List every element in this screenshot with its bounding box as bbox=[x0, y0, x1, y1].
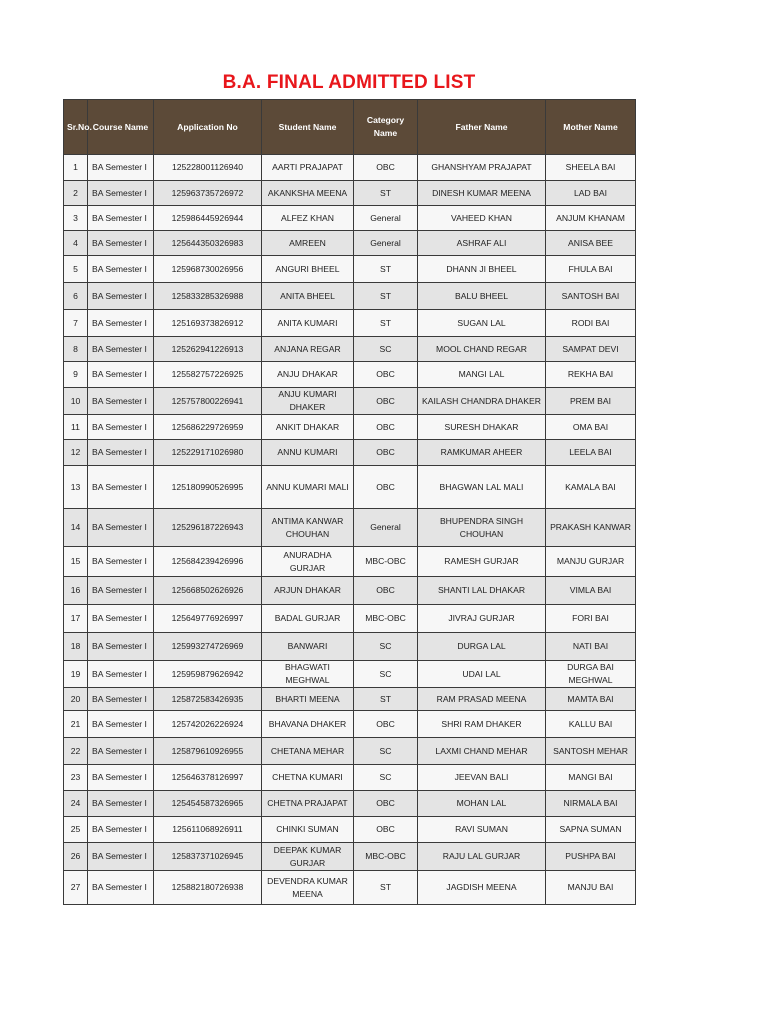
student-name-cell: CHETNA KUMARI bbox=[262, 765, 354, 791]
student-name-cell: AMREEN bbox=[262, 231, 354, 256]
student-name-cell: ANURADHA GURJAR bbox=[262, 547, 354, 577]
mother-name-cell: DURGA BAI MEGHWAL bbox=[546, 661, 636, 688]
application-no-cell: 125959879626942 bbox=[154, 661, 262, 688]
sr-no-cell: 27 bbox=[64, 871, 88, 905]
father-name-cell: RAJU LAL GURJAR bbox=[418, 843, 546, 871]
table-row bbox=[64, 711, 636, 738]
admitted-list-table bbox=[63, 99, 636, 905]
sr-no-cell: 24 bbox=[64, 791, 88, 817]
table-row bbox=[64, 661, 636, 688]
application-no-cell: 125684239426996 bbox=[154, 547, 262, 577]
category-cell: SC bbox=[354, 337, 418, 362]
mother-name-cell: PUSHPA BAI bbox=[546, 843, 636, 871]
student-name-cell: ANJU DHAKAR bbox=[262, 362, 354, 388]
mother-name-cell: PRAKASH KANWAR bbox=[546, 509, 636, 547]
father-name-cell: ASHRAF ALI bbox=[418, 231, 546, 256]
application-no-cell: 125668502626926 bbox=[154, 577, 262, 605]
sr-no-cell: 16 bbox=[64, 577, 88, 605]
father-name-cell: SHANTI LAL DHAKAR bbox=[418, 577, 546, 605]
application-no-cell: 125611068926911 bbox=[154, 817, 262, 843]
mother-name-cell: SANTOSH BAI bbox=[546, 283, 636, 310]
category-cell: ST bbox=[354, 310, 418, 337]
sr-no-cell: 3 bbox=[64, 206, 88, 231]
application-no-cell: 125993274726969 bbox=[154, 633, 262, 661]
father-name-cell: JIVRAJ GURJAR bbox=[418, 605, 546, 633]
application-no-cell: 125837371026945 bbox=[154, 843, 262, 871]
course-name-cell: BA Semester I bbox=[88, 310, 154, 337]
student-name-cell: BADAL GURJAR bbox=[262, 605, 354, 633]
father-name-cell: JAGDISH MEENA bbox=[418, 871, 546, 905]
table-row bbox=[64, 605, 636, 633]
category-cell: SC bbox=[354, 738, 418, 765]
father-name-cell: SHRI RAM DHAKER bbox=[418, 711, 546, 738]
father-name-cell: BALU BHEEL bbox=[418, 283, 546, 310]
application-no-cell: 125646378126997 bbox=[154, 765, 262, 791]
course-name-cell: BA Semester I bbox=[88, 509, 154, 547]
mother-name-cell: SAPNA SUMAN bbox=[546, 817, 636, 843]
category-cell: OBC bbox=[354, 415, 418, 440]
mother-name-cell: KAMALA BAI bbox=[546, 466, 636, 509]
father-name-cell: RAM PRASAD MEENA bbox=[418, 688, 546, 711]
application-no-cell: 125644350326983 bbox=[154, 231, 262, 256]
student-name-cell: ANITA BHEEL bbox=[262, 283, 354, 310]
course-name-cell: BA Semester I bbox=[88, 765, 154, 791]
table-row bbox=[64, 362, 636, 388]
mother-name-cell: MANJU GURJAR bbox=[546, 547, 636, 577]
father-name-cell: RAVI SUMAN bbox=[418, 817, 546, 843]
category-cell: ST bbox=[354, 688, 418, 711]
application-no-cell: 125872583426935 bbox=[154, 688, 262, 711]
table-row bbox=[64, 206, 636, 231]
sr-no-cell: 26 bbox=[64, 843, 88, 871]
sr-no-cell: 15 bbox=[64, 547, 88, 577]
table-row bbox=[64, 509, 636, 547]
student-name-cell: BHAGWATI MEGHWAL bbox=[262, 661, 354, 688]
mother-name-cell: PREM BAI bbox=[546, 388, 636, 415]
student-name-cell: ANNU KUMARI bbox=[262, 440, 354, 466]
student-name-cell: ANJU KUMARI DHAKER bbox=[262, 388, 354, 415]
table-row bbox=[64, 633, 636, 661]
course-name-cell: BA Semester I bbox=[88, 577, 154, 605]
course-name-cell: BA Semester I bbox=[88, 206, 154, 231]
page-title: B.A. FINAL ADMITTED LIST bbox=[222, 72, 476, 93]
category-cell: MBC-OBC bbox=[354, 843, 418, 871]
table-row bbox=[64, 871, 636, 905]
table-body bbox=[64, 155, 636, 905]
application-no-cell: 125757800226941 bbox=[154, 388, 262, 415]
sr-no-cell: 22 bbox=[64, 738, 88, 765]
table-header-row bbox=[64, 100, 636, 155]
application-no-cell: 125686229726959 bbox=[154, 415, 262, 440]
father-name-cell: DURGA LAL bbox=[418, 633, 546, 661]
student-name-cell: ALFEZ KHAN bbox=[262, 206, 354, 231]
application-no-cell: 125180990526995 bbox=[154, 466, 262, 509]
course-name-cell: BA Semester I bbox=[88, 337, 154, 362]
table-row bbox=[64, 791, 636, 817]
student-name-cell: ANTIMA KANWAR CHOUHAN bbox=[262, 509, 354, 547]
category-cell: OBC bbox=[354, 711, 418, 738]
student-name-cell: ANKIT DHAKAR bbox=[262, 415, 354, 440]
student-name-cell: BANWARI bbox=[262, 633, 354, 661]
sr-no-cell: 21 bbox=[64, 711, 88, 738]
mother-name-cell: SHEELA BAI bbox=[546, 155, 636, 181]
student-name-cell: ARJUN DHAKAR bbox=[262, 577, 354, 605]
table-row bbox=[64, 466, 636, 509]
sr-no-cell: 1 bbox=[64, 155, 88, 181]
father-name-cell: UDAI LAL bbox=[418, 661, 546, 688]
course-name-cell: BA Semester I bbox=[88, 155, 154, 181]
mother-name-cell: FORI BAI bbox=[546, 605, 636, 633]
category-cell: OBC bbox=[354, 466, 418, 509]
sr-no-cell: 17 bbox=[64, 605, 88, 633]
table-row bbox=[64, 310, 636, 337]
application-no-cell: 125882180726938 bbox=[154, 871, 262, 905]
category-cell: ST bbox=[354, 283, 418, 310]
application-no-cell: 125229171026980 bbox=[154, 440, 262, 466]
mother-name-cell: MANJU BAI bbox=[546, 871, 636, 905]
table-row bbox=[64, 388, 636, 415]
category-cell: SC bbox=[354, 765, 418, 791]
sr-no-cell: 14 bbox=[64, 509, 88, 547]
sr-no-cell: 2 bbox=[64, 181, 88, 206]
father-name-cell: VAHEED KHAN bbox=[418, 206, 546, 231]
category-cell: OBC bbox=[354, 817, 418, 843]
sr-no-cell: 4 bbox=[64, 231, 88, 256]
course-name-cell: BA Semester I bbox=[88, 388, 154, 415]
header-category-name: Category Name bbox=[354, 100, 418, 155]
sr-no-cell: 8 bbox=[64, 337, 88, 362]
student-name-cell: DEVENDRA KUMAR MEENA bbox=[262, 871, 354, 905]
table-row bbox=[64, 256, 636, 283]
sr-no-cell: 20 bbox=[64, 688, 88, 711]
table-row bbox=[64, 577, 636, 605]
course-name-cell: BA Semester I bbox=[88, 547, 154, 577]
student-name-cell: BHAVANA DHAKER bbox=[262, 711, 354, 738]
mother-name-cell: REKHA BAI bbox=[546, 362, 636, 388]
father-name-cell: DHANN JI BHEEL bbox=[418, 256, 546, 283]
table-row bbox=[64, 843, 636, 871]
student-name-cell: ANITA KUMARI bbox=[262, 310, 354, 337]
student-name-cell: AKANKSHA MEENA bbox=[262, 181, 354, 206]
mother-name-cell: SAMPAT DEVI bbox=[546, 337, 636, 362]
course-name-cell: BA Semester I bbox=[88, 466, 154, 509]
sr-no-cell: 5 bbox=[64, 256, 88, 283]
category-cell: MBC-OBC bbox=[354, 605, 418, 633]
category-cell: SC bbox=[354, 633, 418, 661]
student-name-cell: ANGURI BHEEL bbox=[262, 256, 354, 283]
mother-name-cell: SANTOSH MEHAR bbox=[546, 738, 636, 765]
application-no-cell: 125228001126940 bbox=[154, 155, 262, 181]
father-name-cell: SURESH DHAKAR bbox=[418, 415, 546, 440]
table-row bbox=[64, 231, 636, 256]
category-cell: OBC bbox=[354, 577, 418, 605]
category-cell: OBC bbox=[354, 362, 418, 388]
father-name-cell: JEEVAN BALI bbox=[418, 765, 546, 791]
application-no-cell: 125833285326988 bbox=[154, 283, 262, 310]
father-name-cell: DINESH KUMAR MEENA bbox=[418, 181, 546, 206]
course-name-cell: BA Semester I bbox=[88, 711, 154, 738]
category-cell: OBC bbox=[354, 791, 418, 817]
course-name-cell: BA Semester I bbox=[88, 231, 154, 256]
category-cell: OBC bbox=[354, 440, 418, 466]
table-row bbox=[64, 817, 636, 843]
father-name-cell: MOHAN LAL bbox=[418, 791, 546, 817]
table-row bbox=[64, 547, 636, 577]
student-name-cell: BHARTI MEENA bbox=[262, 688, 354, 711]
category-cell: ST bbox=[354, 256, 418, 283]
application-no-cell: 125968730026956 bbox=[154, 256, 262, 283]
mother-name-cell: NATI BAI bbox=[546, 633, 636, 661]
category-cell: OBC bbox=[354, 155, 418, 181]
father-name-cell: LAXMI CHAND MEHAR bbox=[418, 738, 546, 765]
sr-no-cell: 25 bbox=[64, 817, 88, 843]
application-no-cell: 125963735726972 bbox=[154, 181, 262, 206]
table-row bbox=[64, 155, 636, 181]
sr-no-cell: 10 bbox=[64, 388, 88, 415]
father-name-cell: RAMKUMAR AHEER bbox=[418, 440, 546, 466]
table-row bbox=[64, 688, 636, 711]
mother-name-cell: VIMLA BAI bbox=[546, 577, 636, 605]
sr-no-cell: 13 bbox=[64, 466, 88, 509]
application-no-cell: 125296187226943 bbox=[154, 509, 262, 547]
mother-name-cell: KALLU BAI bbox=[546, 711, 636, 738]
table-row bbox=[64, 765, 636, 791]
mother-name-cell: FHULA BAI bbox=[546, 256, 636, 283]
table-row bbox=[64, 283, 636, 310]
course-name-cell: BA Semester I bbox=[88, 440, 154, 466]
course-name-cell: BA Semester I bbox=[88, 415, 154, 440]
table-row bbox=[64, 738, 636, 765]
table-row bbox=[64, 440, 636, 466]
sr-no-cell: 12 bbox=[64, 440, 88, 466]
header-father-name: Father Name bbox=[418, 100, 546, 155]
category-cell: ST bbox=[354, 871, 418, 905]
course-name-cell: BA Semester I bbox=[88, 688, 154, 711]
course-name-cell: BA Semester I bbox=[88, 791, 154, 817]
student-name-cell: DEEPAK KUMAR GURJAR bbox=[262, 843, 354, 871]
mother-name-cell: ANISA BEE bbox=[546, 231, 636, 256]
application-no-cell: 125649776926997 bbox=[154, 605, 262, 633]
student-name-cell: ANJANA REGAR bbox=[262, 337, 354, 362]
mother-name-cell: OMA BAI bbox=[546, 415, 636, 440]
father-name-cell: SUGAN LAL bbox=[418, 310, 546, 337]
mother-name-cell: RODI BAI bbox=[546, 310, 636, 337]
mother-name-cell: MAMTA BAI bbox=[546, 688, 636, 711]
student-name-cell: CHETNA PRAJAPAT bbox=[262, 791, 354, 817]
student-name-cell: CHINKI SUMAN bbox=[262, 817, 354, 843]
category-cell: ST bbox=[354, 181, 418, 206]
course-name-cell: BA Semester I bbox=[88, 283, 154, 310]
application-no-cell: 125986445926944 bbox=[154, 206, 262, 231]
mother-name-cell: LAD BAI bbox=[546, 181, 636, 206]
header-application-no: Application No bbox=[154, 100, 262, 155]
mother-name-cell: MANGI BAI bbox=[546, 765, 636, 791]
sr-no-cell: 6 bbox=[64, 283, 88, 310]
application-no-cell: 125454587326965 bbox=[154, 791, 262, 817]
father-name-cell: MANGI LAL bbox=[418, 362, 546, 388]
student-name-cell: CHETANA MEHAR bbox=[262, 738, 354, 765]
table-row bbox=[64, 181, 636, 206]
sr-no-cell: 11 bbox=[64, 415, 88, 440]
table-row bbox=[64, 415, 636, 440]
course-name-cell: BA Semester I bbox=[88, 871, 154, 905]
category-cell: SC bbox=[354, 661, 418, 688]
course-name-cell: BA Semester I bbox=[88, 843, 154, 871]
sr-no-cell: 19 bbox=[64, 661, 88, 688]
sr-no-cell: 18 bbox=[64, 633, 88, 661]
header-mother-name: Mother Name bbox=[546, 100, 636, 155]
header-sr-no: Sr.No. bbox=[64, 100, 88, 155]
father-name-cell: KAILASH CHANDRA DHAKER bbox=[418, 388, 546, 415]
course-name-cell: BA Semester I bbox=[88, 362, 154, 388]
course-name-cell: BA Semester I bbox=[88, 633, 154, 661]
header-course-name: Course Name bbox=[88, 100, 154, 155]
student-name-cell: AARTI PRAJAPAT bbox=[262, 155, 354, 181]
sr-no-cell: 9 bbox=[64, 362, 88, 388]
application-no-cell: 125262941226913 bbox=[154, 337, 262, 362]
course-name-cell: BA Semester I bbox=[88, 661, 154, 688]
mother-name-cell: NIRMALA BAI bbox=[546, 791, 636, 817]
course-name-cell: BA Semester I bbox=[88, 256, 154, 283]
category-cell: General bbox=[354, 206, 418, 231]
course-name-cell: BA Semester I bbox=[88, 738, 154, 765]
category-cell: OBC bbox=[354, 388, 418, 415]
father-name-cell: BHAGWAN LAL MALI bbox=[418, 466, 546, 509]
category-cell: General bbox=[354, 509, 418, 547]
application-no-cell: 125742026226924 bbox=[154, 711, 262, 738]
course-name-cell: BA Semester I bbox=[88, 817, 154, 843]
father-name-cell: MOOL CHAND REGAR bbox=[418, 337, 546, 362]
category-cell: MBC-OBC bbox=[354, 547, 418, 577]
mother-name-cell: ANJUM KHANAM bbox=[546, 206, 636, 231]
course-name-cell: BA Semester I bbox=[88, 181, 154, 206]
father-name-cell: RAMESH GURJAR bbox=[418, 547, 546, 577]
mother-name-cell: LEELA BAI bbox=[546, 440, 636, 466]
sr-no-cell: 7 bbox=[64, 310, 88, 337]
category-cell: General bbox=[354, 231, 418, 256]
student-name-cell: ANNU KUMARI MALI bbox=[262, 466, 354, 509]
application-no-cell: 125169373826912 bbox=[154, 310, 262, 337]
application-no-cell: 125582757226925 bbox=[154, 362, 262, 388]
sr-no-cell: 23 bbox=[64, 765, 88, 791]
table-row bbox=[64, 337, 636, 362]
header-student-name: Student Name bbox=[262, 100, 354, 155]
father-name-cell: BHUPENDRA SINGH CHOUHAN bbox=[418, 509, 546, 547]
application-no-cell: 125879610926955 bbox=[154, 738, 262, 765]
father-name-cell: GHANSHYAM PRAJAPAT bbox=[418, 155, 546, 181]
course-name-cell: BA Semester I bbox=[88, 605, 154, 633]
